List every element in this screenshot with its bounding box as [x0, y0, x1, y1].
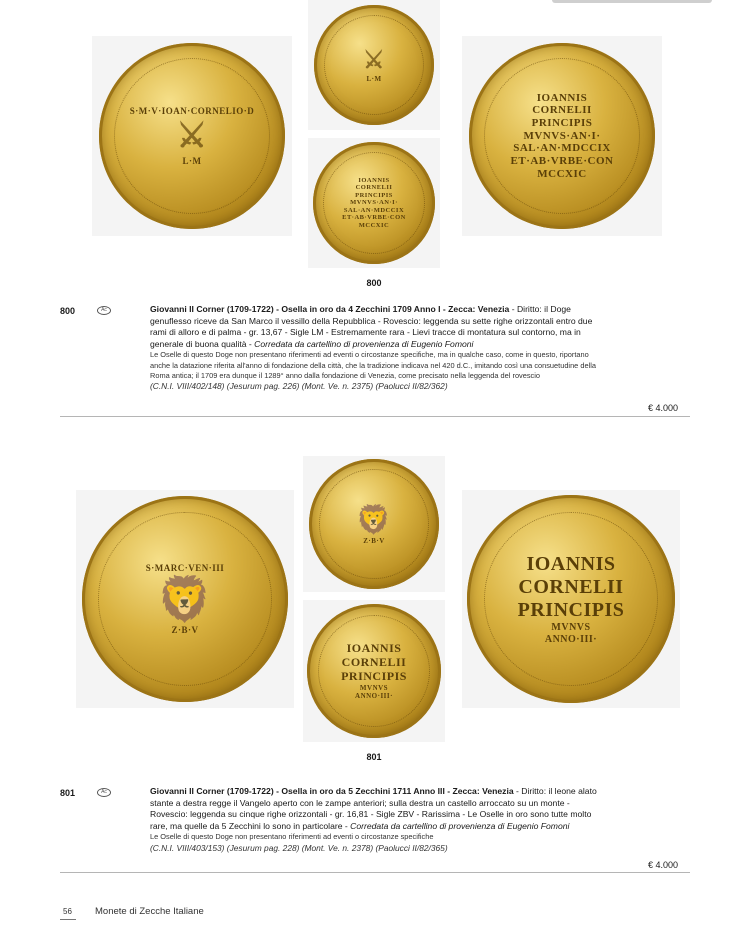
- lot-801-obverse-small-photo: [303, 456, 445, 592]
- doge-and-saint-figure-icon: ⚔: [362, 48, 385, 75]
- winged-lion-icon: 🦁: [157, 575, 213, 624]
- lot-800-caption: 800: [366, 278, 382, 288]
- lot-price: € 4.000: [648, 403, 679, 413]
- lot-800-obverse-small-photo: [308, 0, 440, 130]
- lot-note: Le Oselle di questo Doge non presentano riferimenti ad eventi o circostanze specifiche: [150, 832, 434, 842]
- coin-reverse-line: PRINCIPIS: [517, 599, 625, 621]
- coin-reverse-line: CORNELII: [355, 184, 393, 192]
- coin-reverse-line: CORNELII: [518, 576, 624, 598]
- lot-metal-icon: Ac: [97, 306, 111, 315]
- lot-800-reverse-small-coin: [313, 142, 435, 264]
- lot-references: (C.N.I. VIII/402/148) (Jesurum pag. 226) (Mont. Ve. n. 2375) (Paolucci II/82/362): [150, 380, 448, 391]
- lot-price: € 4.000: [648, 860, 679, 870]
- footer-title: Monete di Zecche Italiane: [95, 906, 204, 917]
- lot-800-obverse-small-coin: [314, 5, 434, 125]
- coin-reverse-line: IOANNIS: [358, 176, 390, 184]
- coin-reverse-line: ET·AB·VRBE·CON: [342, 214, 406, 222]
- coin-reverse-line: CORNELII: [341, 655, 407, 670]
- coin-reverse-line: MCCXIC: [358, 221, 390, 229]
- lot-number: 800: [60, 306, 76, 316]
- lot-801-obverse-small-coin: [309, 459, 439, 589]
- coin-exergue: Z·B·V: [171, 625, 199, 635]
- coin-legend: S·MARC·VEN·III: [145, 562, 225, 573]
- coin-reverse-line: MVNVS·AN·I·: [350, 199, 398, 207]
- coin-reverse-line: SAL·AN·MDCCIX: [513, 142, 611, 155]
- lot-description-text: - Diritto: il Doge genuflesso riceve da San Marco il vessillo della Repubblica - Rovescio: leggenda su sette righe orizzontali entro due rami di alloro e di palma - gr. 13,67 - Sigle LM - Estremamente rara - Lievi tracce di montatura sul contorno, ma in generale di buona qualità -: [150, 304, 593, 349]
- lot-800-reverse-coin: [469, 43, 655, 229]
- coin-exergue: Z·B·V: [363, 536, 385, 545]
- section-divider: [60, 416, 690, 417]
- lot-800-reverse-small-photo: [308, 138, 440, 268]
- lot-801-description: [150, 786, 606, 854]
- coin-reverse-line: MVNVS: [551, 622, 591, 633]
- coin-reverse-line: MVNVS·AN·I·: [523, 129, 601, 142]
- page-number: 56: [63, 907, 72, 916]
- coin-reverse-line: MCCXIC: [537, 167, 587, 180]
- footer-underline: [60, 919, 76, 920]
- coin-reverse-line: ANNO·III·: [544, 633, 598, 645]
- lot-description-text: - Diritto: il leone alato stante a destra regge il Vangelo aperto con le zampe anteriori; sulla destra un castello arroccato su un monte - Rovescio: leggenda su cinque righe orizzontali - gr. 16,81 - Sigle ZBV - Rarissima - Le Oselle in oro sono tutte molto rare, ma quelle da 5 Zecchini lo sono in particolare -: [150, 786, 597, 831]
- lot-801-reverse-photo: [462, 490, 680, 708]
- lot-801-reverse-small-photo: [303, 600, 445, 742]
- doge-and-saint-figure-icon: ⚔: [176, 118, 208, 155]
- lot-801-obverse-photo: [76, 490, 294, 708]
- coin-reverse-line: IOANNIS: [526, 553, 616, 575]
- lot-801-reverse-coin: [467, 495, 675, 703]
- lot-800-reverse-photo: [462, 36, 662, 236]
- lot-references: (C.N.I. VIII/403/153) (Jesurum pag. 228) (Mont. Ve. n. 2378) (Paolucci II/82/365): [150, 842, 448, 853]
- lot-800-description: [150, 304, 606, 393]
- coin-exergue: L·M: [182, 156, 202, 166]
- coin-reverse-line: PRINCIPIS: [355, 191, 393, 199]
- winged-lion-icon: 🦁: [356, 504, 392, 536]
- coin-reverse-line: IOANNIS: [346, 641, 402, 656]
- lot-metal-icon: Ac: [97, 788, 111, 797]
- lot-800-obverse-coin: [99, 43, 285, 229]
- lot-801-obverse-coin: [82, 496, 288, 702]
- lot-title: Giovanni II Corner (1709-1722) - Osella in oro da 4 Zecchini 1709 Anno I - Zecca: Venezia: [150, 304, 510, 314]
- lot-provenance: Corredata da cartellino di provenienza di Eugenio Fomoni: [350, 820, 570, 831]
- lot-number: 801: [60, 788, 76, 798]
- lot-801-reverse-small-coin: [307, 604, 441, 738]
- coin-reverse-line: MVNVS: [359, 683, 389, 692]
- coin-reverse-line: PRINCIPIS: [531, 117, 593, 130]
- coin-reverse-line: SAL·AN·MDCCIX: [343, 206, 405, 214]
- lot-provenance: Corredata da cartellino di provenienza di Eugenio Fomoni: [254, 338, 474, 349]
- coin-legend: S·M·V·IOAN·CORNELIO·D: [129, 105, 255, 116]
- coin-reverse-line: ET·AB·VRBE·CON: [510, 154, 614, 167]
- coin-reverse-line: IOANNIS: [536, 91, 588, 104]
- coin-reverse-line: ANNO·III·: [355, 691, 393, 700]
- lot-800-obverse-photo: [92, 36, 292, 236]
- coin-reverse-line: PRINCIPIS: [341, 668, 407, 683]
- browser-scrollbar[interactable]: [552, 0, 712, 3]
- coin-reverse-line: CORNELII: [532, 104, 592, 117]
- coin-exergue: L·M: [366, 75, 382, 84]
- lot-note: Le Oselle di questo Doge non presentano riferimenti ad eventi o circostanze specifiche, ma in qualche caso, come in questo, riportano anche la datazione riferita all'anno di fondazione della città, che la tradizione indicava nel 420 d.C., imitando così una consuetudine della Roma antica; il 1709 era dunque il 1289° anno dalla fondazione di Venezia, come precisato nella leggenda del rovescio: [150, 350, 596, 380]
- lot-title: Giovanni II Corner (1709-1722) - Osella in oro da 5 Zecchini 1711 Anno III - Zecca: Venezia: [150, 786, 514, 796]
- section-divider: [60, 872, 690, 873]
- lot-801-caption: 801: [366, 752, 382, 762]
